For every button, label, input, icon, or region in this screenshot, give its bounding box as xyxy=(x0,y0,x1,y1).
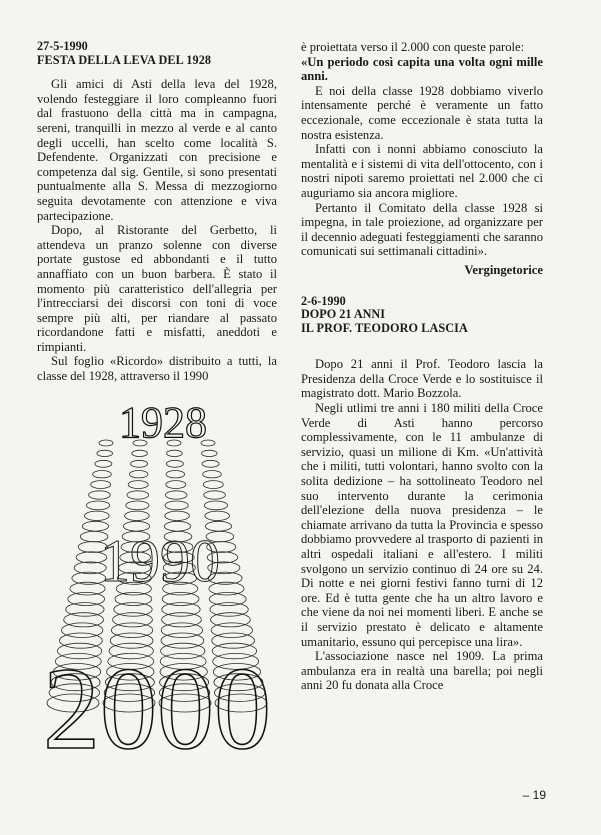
page-number: – 19 xyxy=(522,788,546,802)
paragraph: è proiettata verso il 2.000 con queste parole: xyxy=(301,40,525,54)
quote: «Un periodo così capita una volta ogni mille anni. xyxy=(301,54,543,84)
ring xyxy=(89,491,111,499)
article-title: FESTA DELLA LEVA DEL 1928 xyxy=(37,52,212,67)
paragraph: Pertanto il Comitato della classe 1928 si impegna, in tale proiezione, ad organizzare per il decennio adeguati festeggiamenti che saranno comunicati sui settimanali cittadini». xyxy=(301,200,543,259)
paragraph: Dopo, al Ristorante del Gerbetto, li attendeva un pranzo solenne con diverse portate gustose ed abbondanti e il tutto annaffiato con un buon barbera. È stato il momento più caratteristico dell'allegria per l'intrecciarsi dei discorsi con toni di voce sempre più alti, per riandare al passato ricordandone fatti e misfatti, aneddoti e rimpianti. xyxy=(37,223,277,354)
ring xyxy=(125,511,150,520)
second-article xyxy=(301,295,543,693)
paragraph: Negli utlimi tre anni i 180 militi della Croce Verde di Asti hanno percorso complessivamente, con le 11 ambulanze di servizio, quasi un milione di Km. «Un'attività che i militi, tutti volontari, hanno svolto con la solita dedizione – ha sottolineato Teodoro nel suo intervento durante la cerimonia dell'elezione della nuova presidenza – le chiamate arrivano da tutta la Provincia e spesso dobbiamo provvedere al trasporto di pazienti in altri ospedali italiani e all'estero. I militi svolgono un servizio continuo di 24 ore su 24. Di notte e nei giorni festivi fanno turni di 12 ore. Ed è tutta gente che ha un altro lavoro e che viene da noi nei momenti liberi. E anche se il servizio prestato è delicato e altamente umanitario, essuno qui percepisce una lira». xyxy=(301,401,543,649)
ring xyxy=(165,511,190,520)
paragraph: Gli amici di Asti della leva del 1928, volendo festeggiare il loro compleanno fuori dal frastuono della città ma in campagna, sereni, tranquilli in mezzo al verde e al canto degli uccelli, han scelto come località S. Defendente. Organizzati con precisione e competenza dal sig. Gentile, si sono presentati puntualmente alla S. Messa di mezzogiorno seguita devotamente con attenzione e viva partecipazione. xyxy=(37,77,277,223)
article-subtitle: IL PROF. TEODORO LASCIA xyxy=(301,320,468,335)
ring xyxy=(167,450,183,456)
ring xyxy=(128,481,148,489)
right-column xyxy=(301,40,543,693)
left-column xyxy=(37,40,277,384)
paragraph: Infatti con i nonni abbiamo conosciuto la mentalità e i sistemi di vita dell'ottocento, con i nostri nipoti saremo proiettati nel 2.000 che ci auguriamo sia ancora migliore. xyxy=(301,142,543,200)
ring xyxy=(204,501,227,510)
paragraph: L'associazione nasce nel 1909. La prima ambulanza era in realtà una barella; poi negli anni 20 fu donata alla Croce xyxy=(301,649,543,693)
ring xyxy=(202,450,218,456)
article-date: 27-5-1990 xyxy=(37,39,88,53)
paragraph: Dopo 21 anni il Prof. Teodoro lascia la Presidenza della Croce Verde e lo sostituisce il magistrato dott. Mario Bozzola. xyxy=(301,357,543,401)
years-illustration xyxy=(35,403,280,785)
year-2000-label: 2000 xyxy=(43,643,271,774)
ring xyxy=(126,501,149,510)
ring xyxy=(85,511,110,520)
ring xyxy=(129,471,148,478)
ring xyxy=(203,471,222,478)
ring xyxy=(87,501,110,510)
ring xyxy=(166,460,183,467)
ring xyxy=(127,491,149,499)
ring xyxy=(115,592,152,605)
ring xyxy=(203,481,223,489)
signature: Vergingetorice xyxy=(464,262,543,277)
ring xyxy=(99,440,113,446)
year-1990-label: 1990 xyxy=(100,528,220,594)
ring xyxy=(131,460,148,467)
ring xyxy=(166,481,186,489)
ring xyxy=(166,471,185,478)
ring xyxy=(91,481,111,489)
ring xyxy=(165,501,188,510)
ring xyxy=(202,460,219,467)
ring xyxy=(93,471,112,478)
ring xyxy=(95,460,112,467)
article-date: 2-6-1990 xyxy=(301,293,346,308)
ring xyxy=(132,450,148,456)
ring xyxy=(165,491,187,499)
ring xyxy=(205,511,230,520)
year-1928-label: 1928 xyxy=(119,403,207,447)
paragraph: Sul foglio «Ricordo» distribuito a tutti, la classe del 1928, attraverso il 1990 xyxy=(37,354,277,384)
ring xyxy=(97,450,113,456)
ring xyxy=(162,592,199,605)
paragraph: E noi della classe 1928 dobbiamo viverlo intensamente perché è veramente un fatto eccezionale, come eccezionale è stata tutta la nostra esistenza. xyxy=(301,83,543,142)
ring xyxy=(204,491,226,499)
article-title: DOPO 21 ANNI xyxy=(301,307,385,322)
